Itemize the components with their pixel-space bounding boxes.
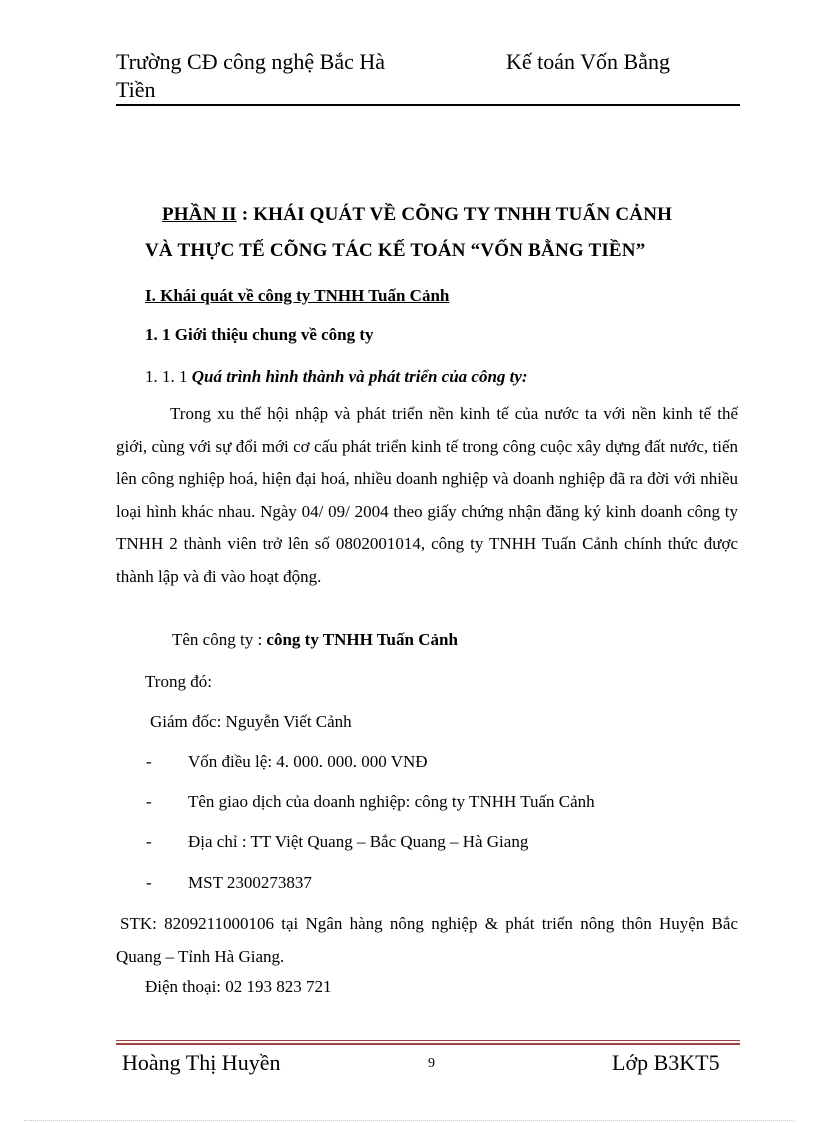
section-heading-1-1-1 [145, 367, 528, 387]
header-school: Trường CĐ công nghệ Bắc Hà [116, 49, 385, 74]
part-label: PHẦN II [162, 204, 237, 225]
company-name-label: Tên công ty : [172, 630, 267, 649]
bullet-marker: - [146, 752, 152, 771]
director-line: Giám đốc: Nguyễn Viết Cảnh [150, 712, 352, 731]
section-heading-1: I. Khái quát về công ty TNHH Tuấn Cảnh [145, 286, 450, 305]
bullet-tax-code: MST 2300273837 [188, 873, 312, 892]
footer-class: Lớp B3KT5 [612, 1050, 720, 1075]
bullet-marker: - [146, 792, 152, 811]
section-heading-1-1: 1. 1 Giới thiệu chung về công ty [145, 325, 374, 344]
header-rule [116, 104, 740, 106]
part-title-line2: VÀ THỰC TẾ CÕNG TÁC KẾ TOÁN “VỐN BẰNG TIỀN” [145, 240, 646, 261]
bullet-capital: Vốn điều lệ: 4. 000. 000. 000 VNĐ [188, 752, 428, 771]
trong-do-label: Trong đó: [145, 672, 212, 691]
part-title-rest: : KHÁI QUÁT VỀ CÕNG TY TNHH TUẤN CẢNH [236, 204, 673, 225]
footer-rule-thick [116, 1043, 740, 1045]
header-subject: Kế toán Vốn Bằng [506, 49, 670, 74]
footer-rule-thin [116, 1040, 740, 1041]
bullet-address: Địa chỉ : TT Việt Quang – Bắc Quang – Hà Giang [188, 832, 529, 851]
footer-author: Hoàng Thị Huyền [122, 1050, 281, 1075]
bullet-trade-name: Tên giao dịch của doanh nghiệp: công ty TNHH Tuấn Cảnh [188, 792, 595, 811]
section-title: Quá trình hình thành và phát triển của công ty: [191, 367, 528, 386]
part-title-line1 [162, 204, 672, 226]
company-name-line [172, 630, 458, 650]
bank-account-paragraph: STK: 8209211000106 tại Ngân hàng nông nghiệp & phát triển nông thôn Huyện Bắc Quang – Tỉnh Hà Giang. [116, 914, 738, 966]
section-number: 1. 1. 1 [145, 367, 192, 386]
header-school-cont: Tiền [116, 77, 156, 102]
phone-line: Điện thoại: 02 193 823 721 [145, 977, 332, 996]
page-bottom-border [24, 1120, 794, 1121]
bullet-marker: - [146, 832, 152, 851]
company-name-value: công ty TNHH Tuấn Cảnh [266, 630, 458, 649]
page-number: 9 [428, 1056, 435, 1071]
body-paragraph: Trong xu thế hội nhập và phát triển nền kinh tế của nước ta với nền kinh tế thế giới, cùng với sự đổi mới cơ cấu phát triển kinh tế trong công cuộc xây dựng đất nước, tiến lên công nghiệp hoá, hiện đại hoá, nhiều doanh nghiệp và doanh nghiệp đã ra đời với nhiều loại hình khác nhau. Ngày 04/ 09/ 2004 theo giấy chứng nhận đăng ký kinh doanh công ty TNHH 2 thành viên trở lên số 0802001014, công ty TNHH Tuấn Cảnh chính thức được thành lập và đi vào hoạt động. [116, 404, 738, 586]
bullet-marker: - [146, 873, 152, 892]
